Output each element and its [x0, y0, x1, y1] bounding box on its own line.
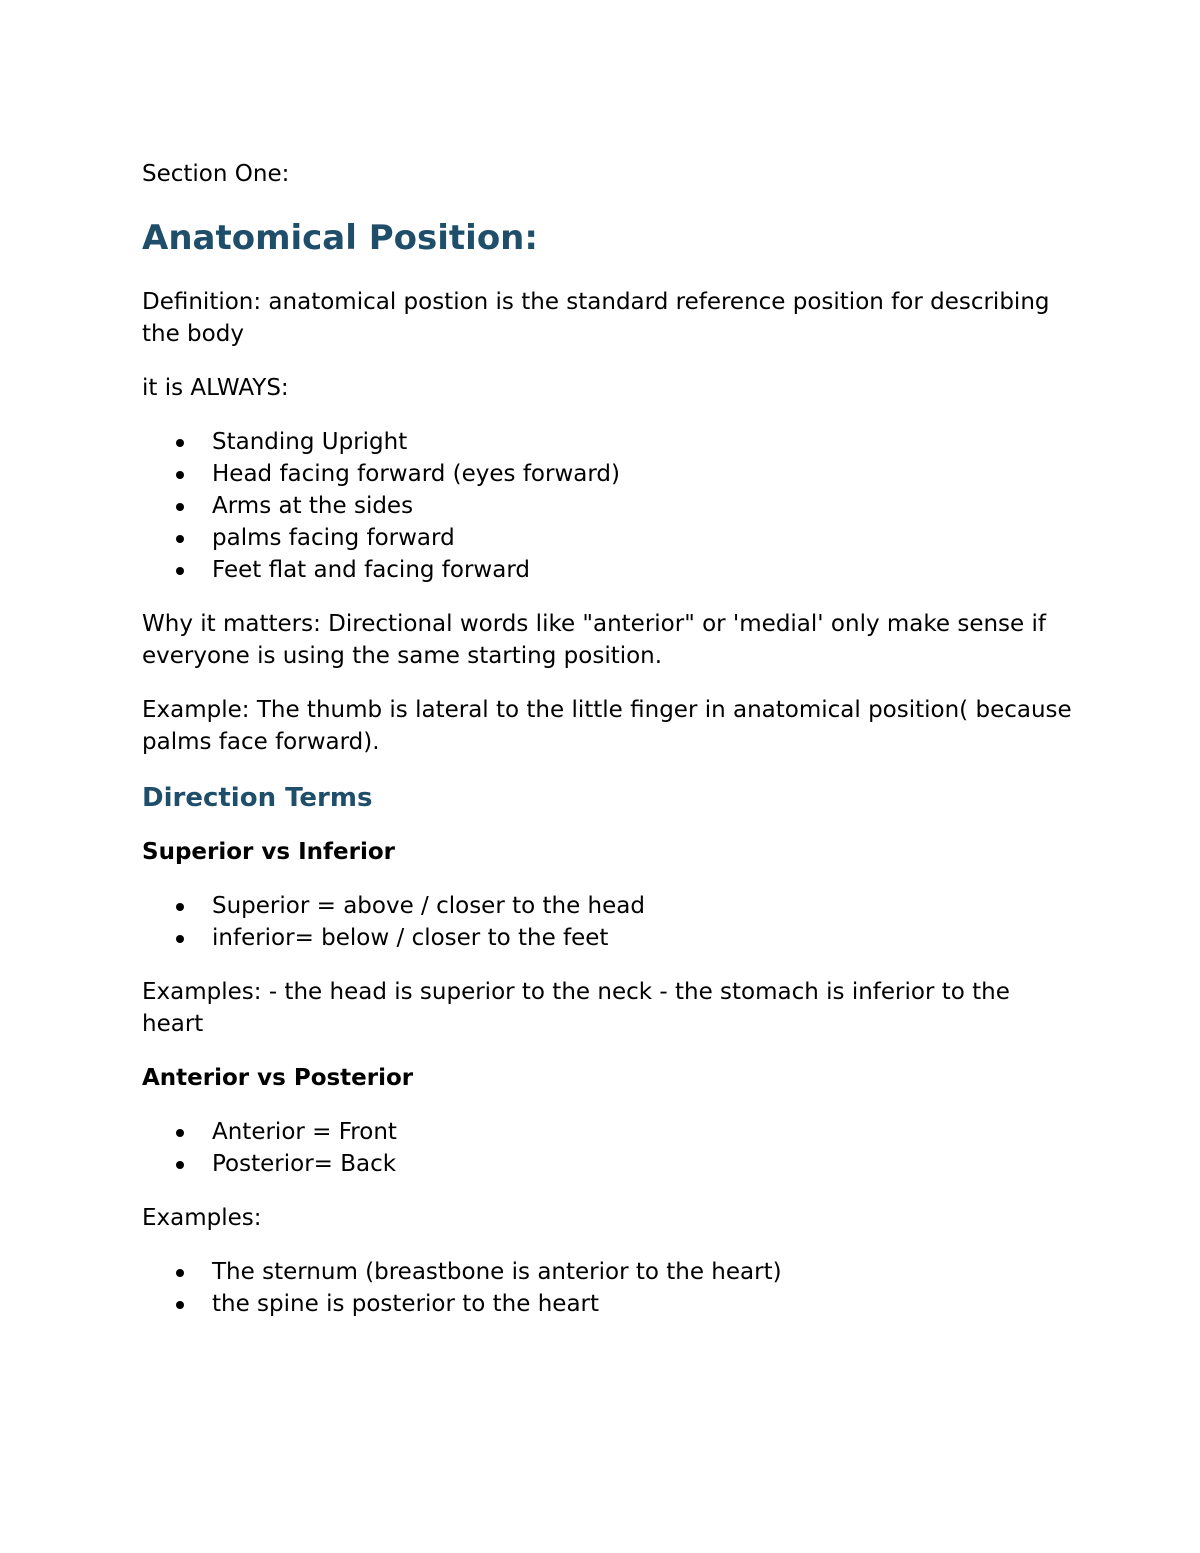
why-it-matters-paragraph: Why it matters: Directional words like "anterior" or 'medial' only make sense if everyone is using the same starting position. [142, 611, 1046, 669]
superior-inferior-list [142, 890, 1072, 954]
list-item: The sternum (breastbone is anterior to the heart) [142, 1256, 1072, 1288]
bullet-icon [176, 535, 184, 543]
always-intro: it is ALWAYS: [142, 375, 289, 401]
bullet-icon [176, 1269, 184, 1277]
bullet-icon [176, 439, 184, 447]
list-item: palms facing forward [142, 522, 1072, 554]
definition-paragraph: Definition: anatomical postion is the standard reference position for describing the body [142, 289, 1050, 347]
superior-inferior-heading: Superior vs Inferior [142, 839, 395, 865]
anterior-posterior-list [142, 1116, 1072, 1180]
bullet-icon [176, 503, 184, 511]
bullet-icon [176, 903, 184, 911]
list-item: Anterior = Front [142, 1116, 1072, 1148]
direction-terms-heading: Direction Terms [142, 783, 373, 813]
bullet-icon [176, 1129, 184, 1137]
document-page [142, 158, 1072, 1342]
bullet-icon [176, 935, 184, 943]
list-item: inferior= below / closer to the feet [142, 922, 1072, 954]
bullet-icon [176, 1161, 184, 1169]
superior-inferior-examples: Examples: - the head is superior to the neck - the stomach is inferior to the heart [142, 979, 1010, 1037]
bullet-icon [176, 1301, 184, 1309]
list-item: Standing Upright [142, 426, 1072, 458]
bullet-icon [176, 471, 184, 479]
always-list [142, 426, 1072, 586]
list-item: Posterior= Back [142, 1148, 1072, 1180]
bullet-icon [176, 567, 184, 575]
list-item: Superior = above / closer to the head [142, 890, 1072, 922]
anterior-posterior-examples-list [142, 1256, 1072, 1320]
example-paragraph: Example: The thumb is lateral to the little finger in anatomical position( because palms face forward). [142, 697, 1072, 755]
list-item: Feet flat and facing forward [142, 554, 1072, 586]
section-label: Section One: [142, 161, 290, 187]
list-item: Arms at the sides [142, 490, 1072, 522]
list-item: the spine is posterior to the heart [142, 1288, 1072, 1320]
list-item: Head facing forward (eyes forward) [142, 458, 1072, 490]
anterior-posterior-examples-label: Examples: [142, 1205, 262, 1231]
anterior-posterior-heading: Anterior vs Posterior [142, 1065, 414, 1091]
page-title: Anatomical Position: [142, 218, 538, 258]
